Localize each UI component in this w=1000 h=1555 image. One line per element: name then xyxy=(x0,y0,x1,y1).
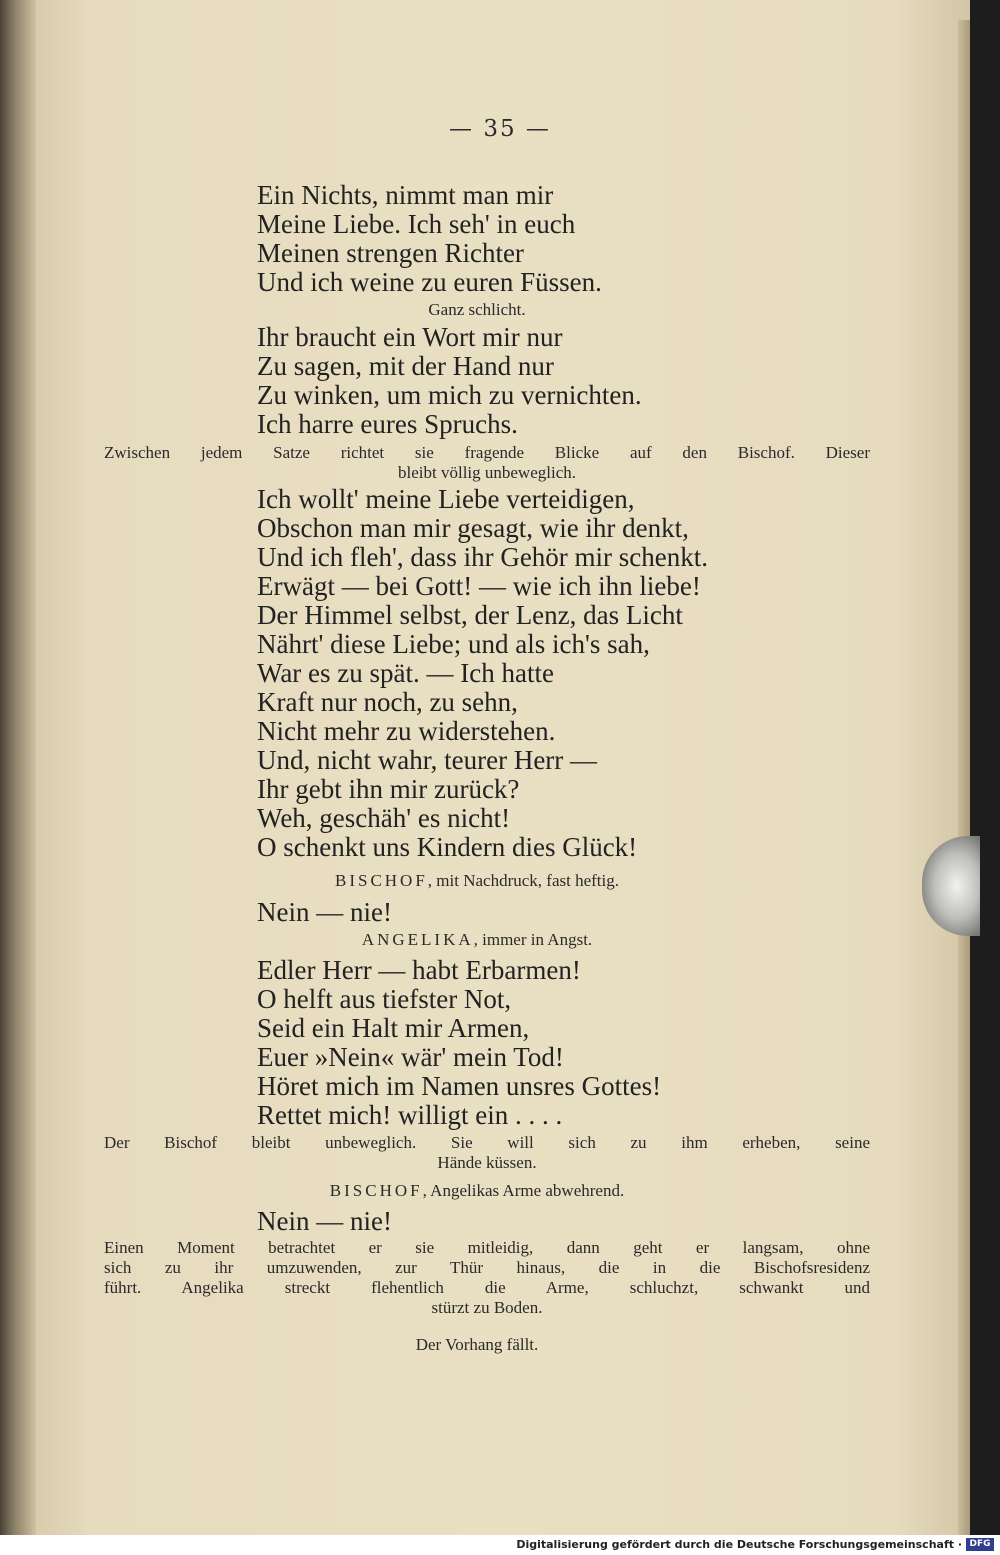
page-number: — 35 — xyxy=(449,116,551,142)
stage-direction: Ganz schlicht. xyxy=(428,300,526,319)
stage-line: sich zu ihr umzuwenden, zur Thür hinaus, die in die Bischofsresidenz xyxy=(104,1258,870,1277)
verse-line: Der Himmel selbst, der Lenz, das Licht xyxy=(257,600,683,630)
verse-line: Ich harre eures Spruchs. xyxy=(257,409,518,439)
verse-line: Ihr braucht ein Wort mir nur xyxy=(257,322,563,352)
verse-line: Nein — nie! xyxy=(257,897,392,927)
verse-line: Edler Herr — habt Erbarmen! xyxy=(257,955,581,985)
speaker-heading xyxy=(257,1181,697,1201)
scan-margin xyxy=(970,0,1000,1535)
stage-line: führt. Angelika streckt flehentlich die Arme, schluchzt, schwankt und xyxy=(104,1278,870,1297)
stage-paragraph xyxy=(104,443,870,483)
verse-line: Euer »Nein« wär' mein Tod! xyxy=(257,1042,564,1072)
funding-credit: Digitalisierung gefördert durch die Deutsche Forschungsgemeinschaft · xyxy=(516,1538,962,1551)
verse-line: Nährt' diese Liebe; und als ich's sah, xyxy=(257,629,650,659)
page-edge xyxy=(958,20,970,1535)
verse-line: Nicht mehr zu widerstehen. xyxy=(257,716,556,746)
verse-line: Ein Nichts, nimmt man mir xyxy=(257,180,554,210)
verse-line: Zu sagen, mit der Hand nur xyxy=(257,351,554,381)
stage-line: Hände küssen. xyxy=(437,1153,537,1172)
stage-paragraph xyxy=(104,1238,870,1318)
speaker-direction: , mit Nachdruck, fast heftig. xyxy=(427,871,619,890)
verse-line: Und ich weine zu euren Füssen. xyxy=(257,267,602,297)
stage-line: bleibt völlig unbeweglich. xyxy=(398,463,576,482)
verse-line: Rettet mich! willigt ein . . . . xyxy=(257,1100,563,1130)
verse-line: Obschon man mir gesagt, wie ihr denkt, xyxy=(257,513,689,543)
verse-line: Höret mich im Namen unsres Gottes! xyxy=(257,1071,662,1101)
speaker-heading xyxy=(257,930,697,950)
verse-line: Zu winken, um mich zu vernichten. xyxy=(257,380,642,410)
verse-line: O schenkt uns Kindern dies Glück! xyxy=(257,832,638,862)
speaker-name: BISCHOF xyxy=(329,1181,423,1200)
curtain-direction: Der Vorhang fällt. xyxy=(415,1335,539,1354)
stage-paragraph xyxy=(104,1133,870,1173)
stage-line: Der Bischof bleibt unbeweglich. Sie will sich zu ihm erheben, seine xyxy=(104,1133,870,1152)
stage-line: Einen Moment betrachtet er sie mitleidig, dann geht er langsam, ohne xyxy=(104,1238,870,1257)
speaker-name: ANGELIKA xyxy=(361,930,474,949)
speaker-heading xyxy=(257,871,697,891)
verse-line: Weh, geschäh' es nicht! xyxy=(257,803,511,833)
verse-line: Meine Liebe. Ich seh' in euch xyxy=(257,209,576,239)
verse-line: Seid ein Halt mir Armen, xyxy=(257,1013,530,1043)
verse-line: Meinen strengen Richter xyxy=(257,238,524,268)
speaker-direction: , immer in Angst. xyxy=(473,930,593,949)
speaker-direction: , Angelikas Arme abwehrend. xyxy=(422,1181,625,1200)
dfg-logo: DFG xyxy=(966,1538,994,1551)
verse-line: War es zu spät. — Ich hatte xyxy=(257,658,554,688)
verse-line: Kraft nur noch, zu sehn, xyxy=(257,687,518,717)
stage-line: Zwischen jedem Satze richtet sie fragende Blicke auf den Bischof. Dieser xyxy=(104,443,870,462)
verse-line: Nein — nie! xyxy=(257,1206,392,1236)
stage-line: stürzt zu Boden. xyxy=(431,1298,543,1317)
verse-line: Ich wollt' meine Liebe verteidigen, xyxy=(257,484,635,514)
verse-line: Erwägt — bei Gott! — wie ich ihn liebe! xyxy=(257,571,701,601)
book-spine xyxy=(0,0,36,1535)
verse-line: Und, nicht wahr, teurer Herr — xyxy=(257,745,598,775)
verse-line: Ihr gebt ihn mir zurück? xyxy=(257,774,520,804)
speaker-name: BISCHOF xyxy=(334,871,428,890)
verse-line: O helft aus tiefster Not, xyxy=(257,984,512,1014)
digitization-footer xyxy=(0,1535,1000,1555)
verse-line: Und ich fleh', dass ihr Gehör mir schenkt. xyxy=(257,542,709,572)
